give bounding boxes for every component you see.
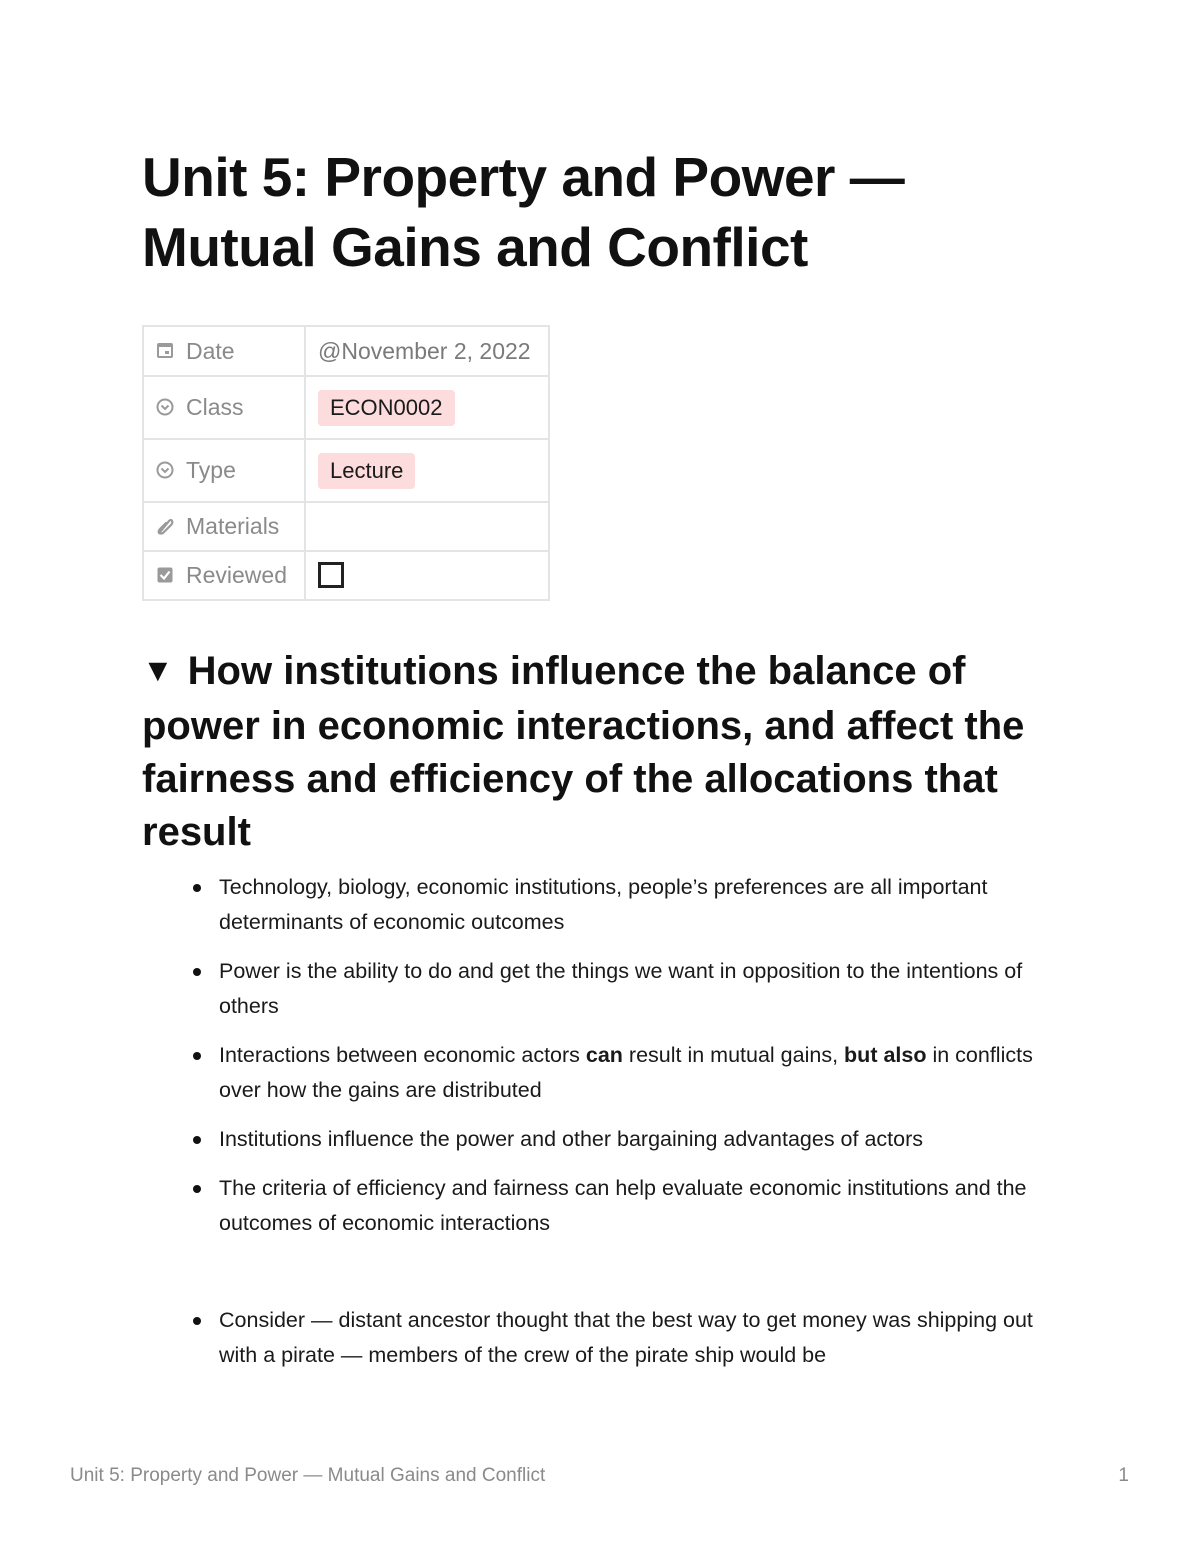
property-name: Type xyxy=(186,457,236,483)
property-value-date[interactable] xyxy=(305,326,549,376)
toggle-heading[interactable] xyxy=(142,645,1072,859)
list-item xyxy=(190,954,1050,1024)
date-value[interactable]: @November 2, 2022 xyxy=(318,337,531,364)
bullet-dot xyxy=(193,1317,201,1325)
property-value-class[interactable] xyxy=(305,376,549,439)
property-row-type xyxy=(143,439,549,502)
list-item xyxy=(190,1171,1050,1241)
list-item-text: Consider — distant ancestor thought that the best way to get money was shipping out with a pirate — members of the crew of the pirate ship would be xyxy=(219,1308,1033,1367)
toggle-arrow-icon[interactable]: ▼ xyxy=(142,652,174,688)
list-item xyxy=(190,1038,1050,1108)
property-value-reviewed[interactable] xyxy=(305,551,549,600)
bullet-dot xyxy=(193,1052,201,1060)
properties-table xyxy=(142,325,550,601)
type-tag[interactable]: Lecture xyxy=(318,453,415,489)
property-name: Materials xyxy=(186,513,280,539)
attachment-icon xyxy=(156,517,174,535)
property-name: Date xyxy=(186,337,235,364)
bullet-dot xyxy=(193,1185,201,1193)
list-item-text-part: result in mutual gains, xyxy=(622,1043,845,1067)
property-row-reviewed xyxy=(143,551,549,600)
page-title: Unit 5: Property and Power — Mutual Gains and Conflict xyxy=(142,146,905,278)
property-value-type[interactable] xyxy=(305,439,549,502)
property-label-date xyxy=(143,326,305,376)
select-icon xyxy=(156,461,174,479)
bullet-dot xyxy=(193,968,201,976)
property-row-materials xyxy=(143,502,549,551)
property-label-materials xyxy=(143,502,305,551)
list-item-bold-text: can xyxy=(585,1043,623,1067)
property-label-reviewed xyxy=(143,551,305,600)
list-item xyxy=(190,870,1050,940)
property-value-materials[interactable] xyxy=(305,502,549,551)
list-item-text: The criteria of efficiency and fairness can help evaluate economic institutions and the outcomes of economic interactions xyxy=(219,1176,1027,1235)
property-row-date xyxy=(143,326,549,376)
bullet-list xyxy=(190,870,1050,1387)
footer-title: Unit 5: Property and Power — Mutual Gains and Conflict xyxy=(70,1465,546,1486)
property-row-class xyxy=(143,376,549,439)
select-icon xyxy=(156,398,174,416)
list-item-text: Power is the ability to do and get the things we want in opposition to the intentions of others xyxy=(219,959,1023,1018)
toggle-heading-text: How institutions influence the balance of power in economic interactions, and affect the fairness and efficiency of the allocations that result xyxy=(142,649,1025,854)
property-label-type xyxy=(143,439,305,502)
class-tag[interactable]: ECON0002 xyxy=(318,390,455,426)
list-item xyxy=(190,1122,1050,1157)
bullet-dot xyxy=(193,1136,201,1144)
property-name: Reviewed xyxy=(186,562,287,588)
list-item-text-part: in conflicts over how the gains are distributed xyxy=(219,1043,1033,1102)
list-item-text: Institutions influence the power and other bargaining advantages of actors xyxy=(219,1127,923,1151)
page-number: 1 xyxy=(1118,1465,1129,1486)
calendar-icon xyxy=(156,341,174,359)
list-item-text: Technology, biology, economic institutions, people’s preferences are all important determinants of economic outcomes xyxy=(219,875,988,934)
list-item-bold-text: but also xyxy=(844,1043,927,1067)
reviewed-checkbox[interactable] xyxy=(318,562,344,588)
list-item xyxy=(190,1303,1050,1373)
property-label-class xyxy=(143,376,305,439)
property-name: Class xyxy=(186,394,244,420)
list-item-text-part: Interactions between economic actors xyxy=(219,1043,586,1067)
checkbox-icon xyxy=(156,566,174,584)
bullet-dot xyxy=(193,884,201,892)
